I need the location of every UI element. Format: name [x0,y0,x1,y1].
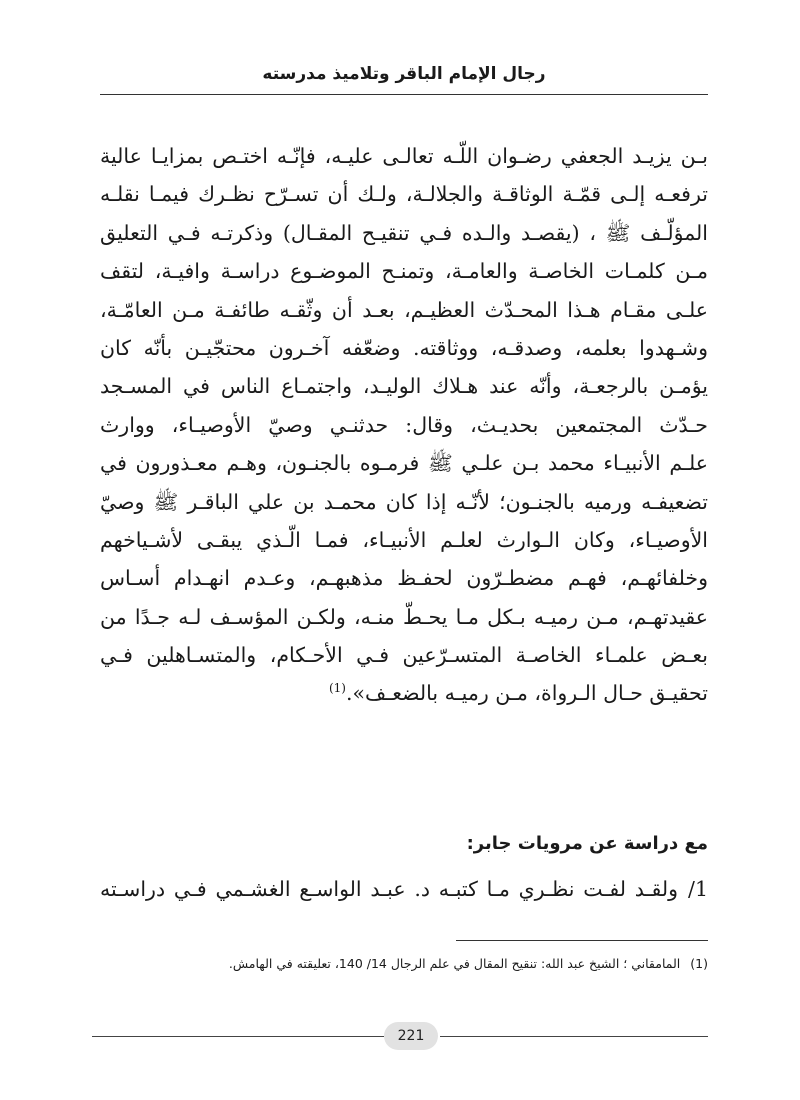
body-line: ترفعـه إلـى قمّـة الوثاقـة والجلالـة، ولـك أن تسـرّح نظـرك فيمـا نقلـه [100,182,708,207]
body-line: علـم الأنبيـاء محمد بـن علـي ﷺ فرمـوه بالجنـون، وهـم معـذورون في [100,451,708,476]
body-line: علـى مقـام هـذا المحـدّث العظيـم، بعـد أن وثّقـه طائفـة مـن العامّـة، [100,297,708,322]
footnote-reference[interactable]: (1) [328,681,346,696]
body-line: الأوصيـاء، وكان الـوارث لعلـم الأنبيـاء، فمـا الّـذي يبقـى لأشـياخهم [100,527,708,552]
folio-rule-right [440,1036,708,1037]
body-line: عقيدتهـم، مـن رميـه بـكل مـا يحـطّ منـه، ولكـن المؤسـف لـه جـدًا من [100,604,708,629]
body-line: وشـهدوا بعلمه، وصدقـه، ووثاقته. وضعّفه آخـرون محتجّيـن بأنّه كان [100,335,708,360]
page-number: 221 [384,1022,438,1050]
body-line: تضعيفـه ورميه بالجنـون؛ لأنّـه إذا كان محمـد بن علي الباقـر ﷺ وصيّ [100,489,708,514]
body-line-last [100,674,708,712]
body-line: بـن يزيـد الجعفي رضـوان اللّـه تعالـى عليـه، فإنّـه اختـص بمزايـا عالية [100,144,708,168]
list-number: 1/ [688,877,708,901]
body-line: وخلفائهـم، فهـم مضطـرّون لحفـظ مذهبهـم، وعـدم انهـدام أسـاس [100,566,708,591]
footnote [100,953,708,975]
footnote-text: المامقاني ؛ الشيخ عبد الله: تنقيح المقال في علم الرجال 14/ 140، تعليقته في الهامش. [228,956,681,971]
footnote-marker: (1) [690,956,708,971]
body-text [100,137,708,713]
body-line: المؤلّـف ﷺ ، (يقصـد والـده فـي تنقيـح المقـال) وذكرتـه فـي التعليق [100,220,708,245]
section-heading: مع دراسة عن مرويات جابر: [466,833,708,854]
body-line: بعـض علمـاء الخاصـة المتسـرّعين فـي الأحـكام، والمتسـاهلين فـي [100,643,708,668]
running-header: رجال الإمام الباقر وتلاميذ مدرسته [262,64,546,84]
folio-rule-left [92,1036,384,1037]
list-item [100,870,708,908]
footnote-rule [456,940,708,941]
header-rule [100,94,708,95]
list-item-text: ولقـد لفـت نظـري مـا كتبـه د. عبـد الواسـع الغشـمي فـي دراسـته [100,877,679,901]
body-line: يؤمـن بالرجعـة، وأنّه عند هـلاك الوليـد، واجتمـاع الناس في المسـجد [100,374,708,399]
folio [92,1022,708,1052]
body-line: حـدّث المجتمعين بحديـث، وقال: حدثنـي وصيّ الأوصيـاء، ووارث [100,412,708,437]
body-line-last-text: تحقيـق حـال الـرواة، مـن رميـه بالضعـف». [345,681,708,706]
body-line: مـن كلمـات الخاصـة والعامـة، وتمنـح الموضـوع دراسـة وافيـة، لتقف [100,259,708,284]
